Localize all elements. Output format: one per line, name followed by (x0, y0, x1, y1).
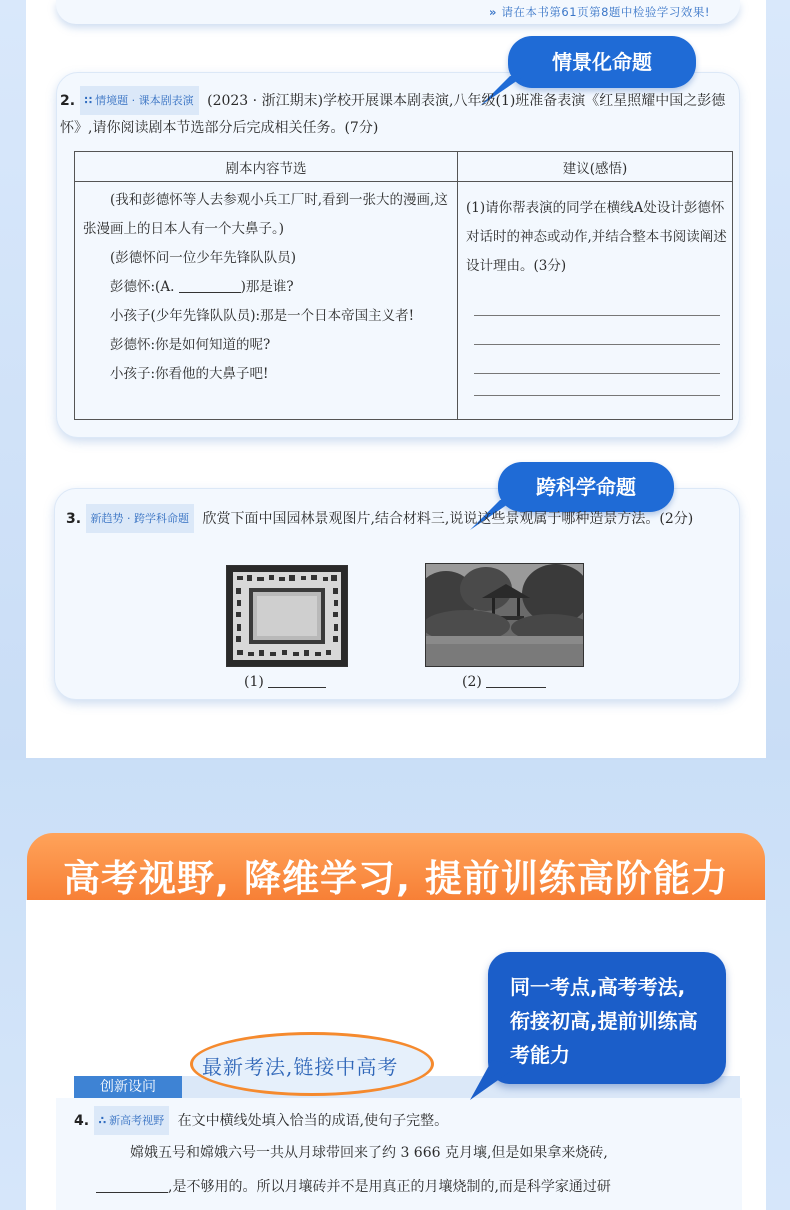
question-3-number: 3. (66, 511, 82, 527)
hint-text: » 请在本书第61页第8题中检验学习效果! (489, 5, 710, 19)
script-line-3: 彭德怀:(A. )那是谁? (110, 279, 294, 295)
image-2-label: (2) (462, 674, 546, 690)
question-3-text (66, 504, 732, 533)
image-1-blank[interactable] (268, 674, 326, 688)
script-line-2: (彭德怀问一位少年先锋队队员) (110, 250, 297, 266)
image-2-blank[interactable] (486, 674, 546, 688)
question-4-text (74, 1106, 738, 1135)
question-3-tag: 新趋势 · 跨学科命题 (86, 504, 195, 533)
script-line-6: 小孩子:你看他的大鼻子吧! (110, 366, 269, 382)
section-tab: 创新设问 (74, 1076, 182, 1098)
script-line-5: 彭德怀:你是如何知道的呢? (110, 337, 271, 353)
lattice-window-icon (227, 566, 347, 666)
gaokao-banner: 高考视野, 降维学习, 提前训练高阶能力 (27, 833, 765, 919)
triple-dots-icon: ∴ (98, 1114, 107, 1127)
question-4-number: 4. (74, 1113, 90, 1129)
lattice-window-image (226, 565, 348, 667)
garden-pavilion-image (425, 563, 584, 667)
answer-line[interactable] (474, 345, 720, 374)
question-4-para-1: 嫦娥五号和嫦娥六号一共从月球带回来了约 3 666 克月壤,但是如果拿来烧砖, (130, 1145, 608, 1161)
question-4-body: 在文中横线处填入恰当的成语,使句子完整。 (177, 1113, 449, 1129)
answer-line[interactable] (474, 316, 720, 345)
answer-line[interactable] (474, 374, 720, 396)
question-2-body: (2023 · 浙江期末)学校开展课本剧表演,八年级(1)班准备表演《红星照耀中国之彭德怀》,请你阅读剧本节选部分后完成相关任务。(7分) (60, 93, 726, 136)
question-2-number: 2. (60, 93, 76, 109)
suggestion-text: (1)请你帮表演的同学在横线A处设计彭德怀对话时的神态或动作,并结合整本书阅读阐述设计理由。(3分) (466, 200, 727, 274)
situational-bubble-label: 情景化命题 (552, 50, 652, 74)
gaokao-bubble: 同一考点,高考考法,衔接初高,提前训练高考能力 (488, 952, 726, 1084)
script-header: 剧本内容节选 (75, 152, 458, 182)
question-2-tag: ∷ 情境题 · 课本剧表演 (80, 86, 199, 115)
question-2-text (60, 86, 732, 142)
cross-discipline-bubble-label: 跨科学命题 (536, 475, 636, 499)
question-4-tag: ∴ 新高考视野 (94, 1106, 170, 1135)
script-cell (75, 182, 458, 420)
dots-icon: ∷ (84, 94, 93, 107)
question-3-body: 欣赏下面中国园林景观图片,结合材料三,说说这些景观属于哪种造景方法。(2分) (202, 511, 694, 527)
oval-text: 最新考法,链接中高考 (202, 1055, 399, 1079)
bubble-tail-icon (470, 1060, 518, 1100)
answer-line[interactable] (474, 287, 720, 316)
suggestion-cell (458, 182, 733, 420)
suggestion-header: 建议(感悟) (458, 152, 733, 182)
script-table (74, 151, 733, 420)
idiom-blank[interactable] (96, 1179, 168, 1193)
script-line-4: 小孩子(少年先锋队队员):那是一个日本帝国主义者! (110, 308, 415, 324)
previous-card-bottom (56, 0, 740, 24)
script-line-1: (我和彭德怀等人去参观小兵工厂时,看到一张大的漫画,这张漫画上的日本人有一个大鼻子。) (83, 192, 448, 237)
garden-pavilion-icon (426, 564, 583, 666)
blank-a[interactable] (179, 279, 241, 293)
image-1-label: (1) (244, 674, 326, 690)
situational-bubble (508, 36, 696, 88)
double-chevron-icon: » (489, 5, 502, 19)
question-4-para-2: ,是不够用的。所以月壤砖并不是用真正的月壤烧制的,而是科学家通过研 (96, 1174, 740, 1201)
